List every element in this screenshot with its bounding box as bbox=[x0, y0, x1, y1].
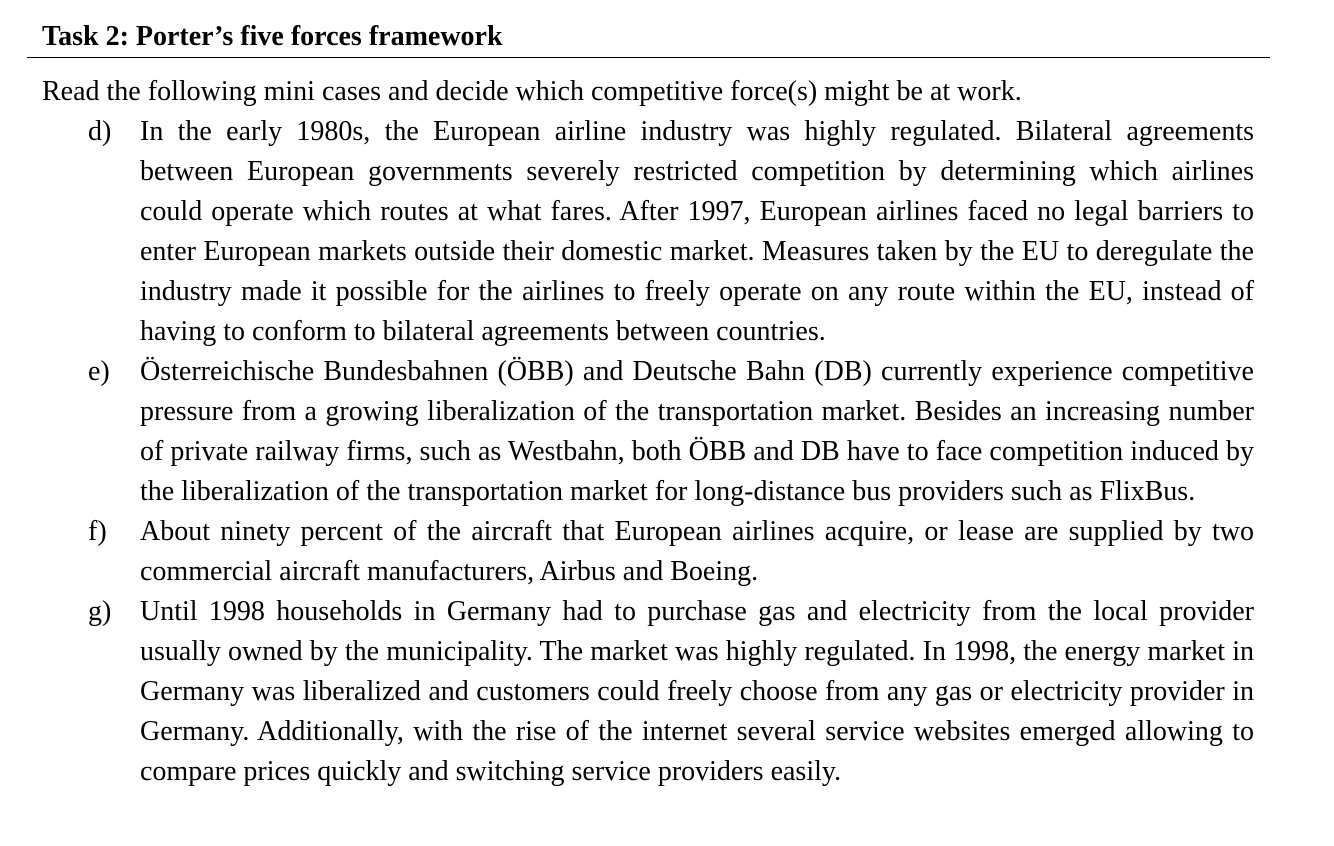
case-marker: f) bbox=[88, 516, 107, 547]
case-list bbox=[88, 112, 1254, 792]
case-marker: g) bbox=[88, 596, 112, 627]
case-marker: d) bbox=[88, 116, 112, 147]
case-marker: e) bbox=[88, 356, 110, 387]
case-text: In the early 1980s, the European airline industry was highly regulated. Bilateral agreements between European governments severely restricted competition by determining which airlines could operate which routes at what fares. After 1997, European airlines faced no legal barriers to enter European markets outside their domestic market. Measures taken by the EU to deregulate the industry made it possible for the airlines to freely operate on any route within the EU, instead of having to conform to bilateral agreements between countries. bbox=[140, 116, 1254, 347]
case-item-d bbox=[88, 112, 1254, 352]
heading-rule bbox=[27, 57, 1270, 58]
case-item-g bbox=[88, 592, 1254, 792]
task-intro: Read the following mini cases and decide which competitive force(s) might be at work. bbox=[42, 76, 1022, 107]
case-text: Österreichische Bundesbahnen (ÖBB) and Deutsche Bahn (DB) currently experience competitive pressure from a growing liberalization of the transportation market. Besides an increasing number of private railway firms, such as Westbahn, both ÖBB and DB have to face competition induced by the liberalization of the transportation market for long-distance bus providers such as FlixBus. bbox=[140, 356, 1254, 507]
case-item-f bbox=[88, 512, 1254, 592]
task-heading: Task 2: Porter’s five forces framework bbox=[42, 21, 503, 52]
case-item-e bbox=[88, 352, 1254, 512]
case-text: Until 1998 households in Germany had to purchase gas and electricity from the local provider usually owned by the municipality. The market was highly regulated. In 1998, the energy market in Germany was liberalized and customers could freely choose from any gas or electricity provider in Germany. Additionally, with the rise of the internet several service websites emerged allowing to compare prices quickly and switching service providers easily. bbox=[140, 596, 1254, 787]
case-text: About ninety percent of the aircraft that European airlines acquire, or lease are supplied by two commercial aircraft manufacturers, Airbus and Boeing. bbox=[140, 516, 1254, 587]
